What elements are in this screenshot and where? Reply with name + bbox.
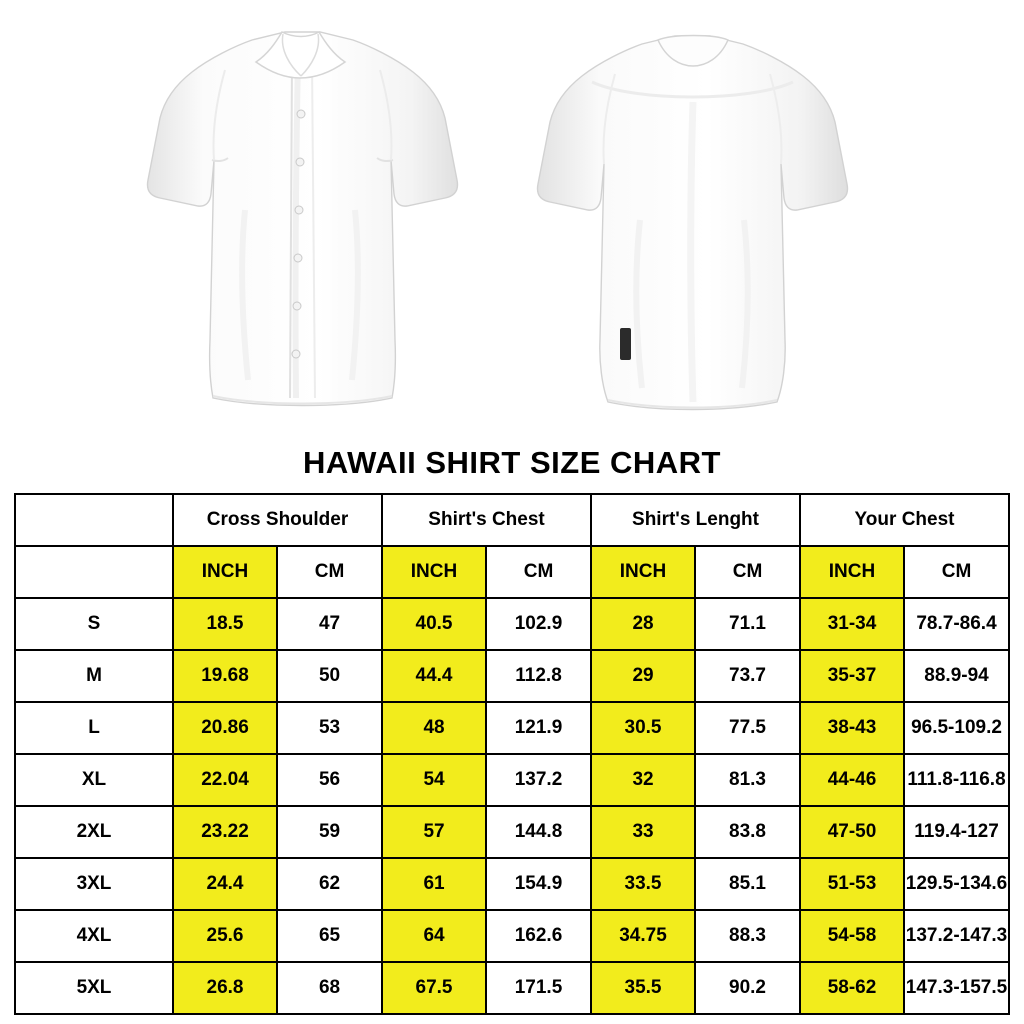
chest-inch: 61 — [382, 858, 486, 910]
chest-cm: 121.9 — [486, 702, 591, 754]
page-title: HAWAII SHIRT SIZE CHART — [303, 445, 721, 480]
table-row — [15, 910, 1009, 962]
chest-inch: 64 — [382, 910, 486, 962]
cross-shoulder-cm: 65 — [277, 910, 382, 962]
cross-shoulder-inch: 18.5 — [173, 598, 277, 650]
product-images — [0, 0, 1024, 445]
chest-cm: 112.8 — [486, 650, 591, 702]
length-inch: 29 — [591, 650, 695, 702]
length-cm: 77.5 — [695, 702, 800, 754]
your-chest-cm: 129.5-134.6 — [904, 858, 1009, 910]
table-row — [15, 858, 1009, 910]
your-chest-inch: 38-43 — [800, 702, 904, 754]
length-inch: 28 — [591, 598, 695, 650]
length-inch: 33.5 — [591, 858, 695, 910]
header-cross-shoulder: Cross Shoulder — [173, 494, 382, 546]
cross-shoulder-cm: 59 — [277, 806, 382, 858]
your-chest-inch: 35-37 — [800, 650, 904, 702]
cross-shoulder-inch: 22.04 — [173, 754, 277, 806]
your-chest-cm: 137.2-147.3 — [904, 910, 1009, 962]
cross-shoulder-inch: 19.68 — [173, 650, 277, 702]
hawaiian-shirt-back-image — [530, 10, 860, 430]
size-label: M — [15, 650, 173, 702]
length-inch: 32 — [591, 754, 695, 806]
your-chest-inch: 31-34 — [800, 598, 904, 650]
your-chest-cm: 111.8-116.8 — [904, 754, 1009, 806]
size-label: S — [15, 598, 173, 650]
size-chart-table-wrapper — [0, 493, 1024, 1015]
unit-header-your-chest-inch: INCH — [800, 546, 904, 598]
chest-inch: 40.5 — [382, 598, 486, 650]
length-cm: 71.1 — [695, 598, 800, 650]
your-chest-cm: 147.3-157.5 — [904, 962, 1009, 1014]
header-your-chest: Your Chest — [800, 494, 1009, 546]
table-corner-cell — [15, 494, 173, 546]
chest-inch: 57 — [382, 806, 486, 858]
cross-shoulder-inch: 24.4 — [173, 858, 277, 910]
length-inch: 34.75 — [591, 910, 695, 962]
table-row — [15, 650, 1009, 702]
length-inch: 35.5 — [591, 962, 695, 1014]
unit-header-cross-shoulder-inch: INCH — [173, 546, 277, 598]
cross-shoulder-cm: 62 — [277, 858, 382, 910]
size-chart-table — [14, 493, 1010, 1015]
length-cm: 73.7 — [695, 650, 800, 702]
cross-shoulder-inch: 20.86 — [173, 702, 277, 754]
length-cm: 83.8 — [695, 806, 800, 858]
your-chest-cm: 88.9-94 — [904, 650, 1009, 702]
unit-header-chest-cm: CM — [486, 546, 591, 598]
table-row — [15, 598, 1009, 650]
length-cm: 88.3 — [695, 910, 800, 962]
unit-header-length-cm: CM — [695, 546, 800, 598]
your-chest-inch: 44-46 — [800, 754, 904, 806]
table-row — [15, 806, 1009, 858]
size-label: 3XL — [15, 858, 173, 910]
unit-header-chest-inch: INCH — [382, 546, 486, 598]
your-chest-inch: 54-58 — [800, 910, 904, 962]
unit-header-your-chest-cm: CM — [904, 546, 1009, 598]
your-chest-cm: 96.5-109.2 — [904, 702, 1009, 754]
cross-shoulder-inch: 26.8 — [173, 962, 277, 1014]
your-chest-inch: 47-50 — [800, 806, 904, 858]
table-unit-header-row — [15, 546, 1009, 598]
chest-inch: 54 — [382, 754, 486, 806]
chest-cm: 102.9 — [486, 598, 591, 650]
cross-shoulder-inch: 23.22 — [173, 806, 277, 858]
size-chart-body — [15, 598, 1009, 1014]
chest-inch: 67.5 — [382, 962, 486, 1014]
unit-header-length-inch: INCH — [591, 546, 695, 598]
chest-cm: 162.6 — [486, 910, 591, 962]
length-inch: 33 — [591, 806, 695, 858]
your-chest-inch: 58-62 — [800, 962, 904, 1014]
cross-shoulder-cm: 56 — [277, 754, 382, 806]
cross-shoulder-inch: 25.6 — [173, 910, 277, 962]
hawaiian-shirt-front-image — [140, 10, 470, 430]
chest-cm: 171.5 — [486, 962, 591, 1014]
chest-cm: 137.2 — [486, 754, 591, 806]
cross-shoulder-cm: 53 — [277, 702, 382, 754]
length-cm: 81.3 — [695, 754, 800, 806]
cross-shoulder-cm: 47 — [277, 598, 382, 650]
size-label: 2XL — [15, 806, 173, 858]
chest-cm: 144.8 — [486, 806, 591, 858]
size-label: 4XL — [15, 910, 173, 962]
header-shirts-lenght: Shirt's Lenght — [591, 494, 800, 546]
unit-header-blank — [15, 546, 173, 598]
table-group-header-row — [15, 494, 1009, 546]
table-row — [15, 754, 1009, 806]
chest-inch: 44.4 — [382, 650, 486, 702]
table-row — [15, 702, 1009, 754]
cross-shoulder-cm: 50 — [277, 650, 382, 702]
length-cm: 90.2 — [695, 962, 800, 1014]
chest-inch: 48 — [382, 702, 486, 754]
your-chest-cm: 78.7-86.4 — [904, 598, 1009, 650]
length-cm: 85.1 — [695, 858, 800, 910]
table-row — [15, 962, 1009, 1014]
header-shirts-chest: Shirt's Chest — [382, 494, 591, 546]
unit-header-cross-shoulder-cm: CM — [277, 546, 382, 598]
your-chest-inch: 51-53 — [800, 858, 904, 910]
length-inch: 30.5 — [591, 702, 695, 754]
chest-cm: 154.9 — [486, 858, 591, 910]
cross-shoulder-cm: 68 — [277, 962, 382, 1014]
size-label: L — [15, 702, 173, 754]
your-chest-cm: 119.4-127 — [904, 806, 1009, 858]
size-label: 5XL — [15, 962, 173, 1014]
size-label: XL — [15, 754, 173, 806]
